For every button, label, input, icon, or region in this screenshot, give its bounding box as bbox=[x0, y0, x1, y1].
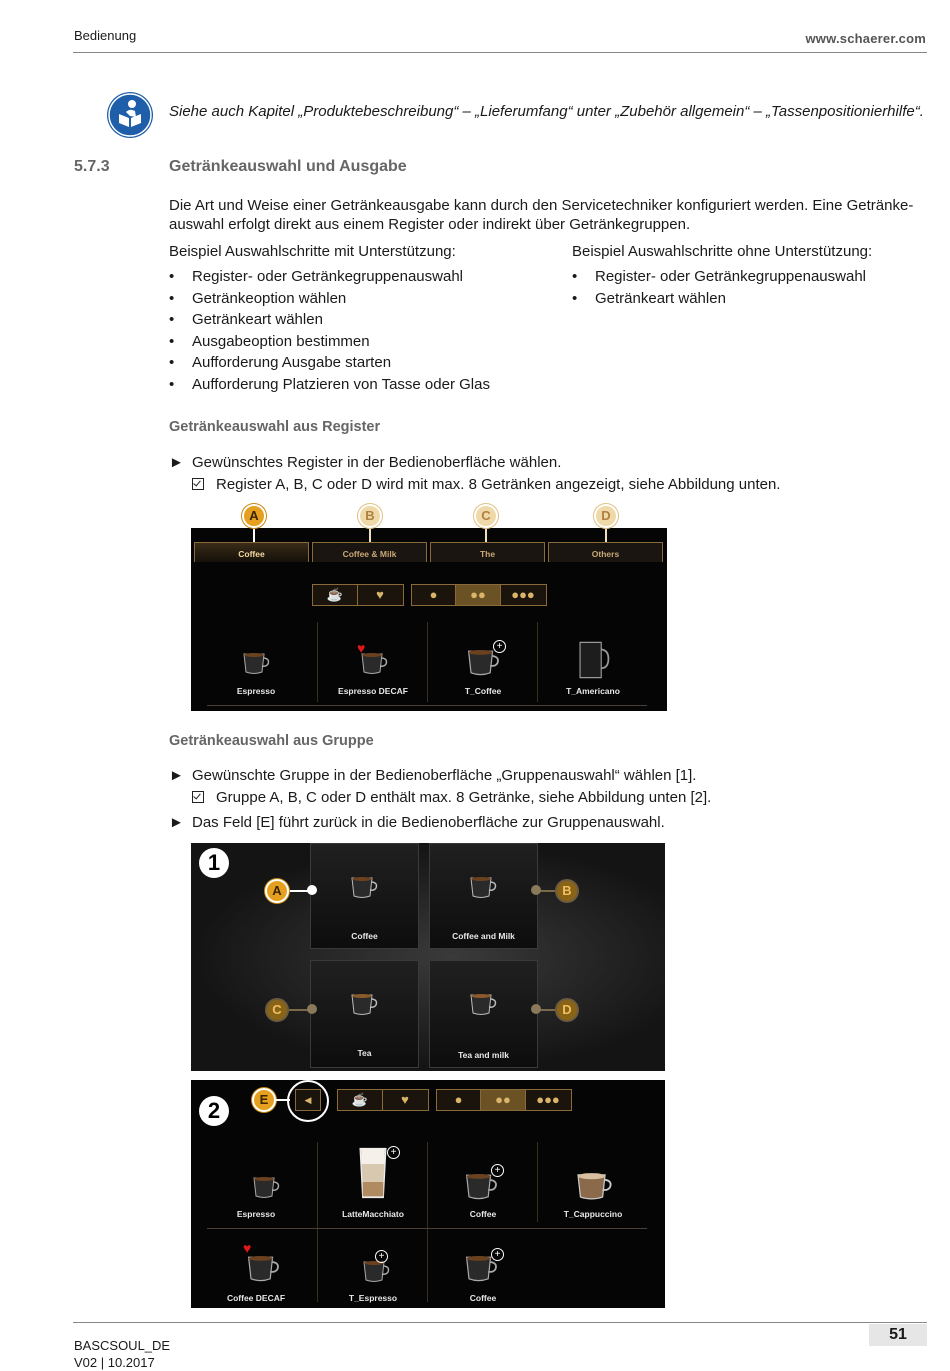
marker-c: C bbox=[265, 998, 289, 1022]
manual-reader-icon bbox=[107, 92, 153, 138]
header-section: Bedienung bbox=[74, 28, 137, 43]
group-selection-screenshot bbox=[191, 843, 665, 1071]
marker-a: A bbox=[242, 504, 266, 528]
marker-d: D bbox=[594, 504, 618, 528]
latte-glass-icon bbox=[357, 1146, 389, 1200]
strength-3-button[interactable]: ●●● bbox=[511, 587, 535, 602]
section-title: Getränkeauswahl und Ausgabe bbox=[169, 158, 407, 175]
strength-1-button[interactable]: ● bbox=[412, 585, 456, 605]
tile-divider bbox=[537, 1142, 538, 1222]
list-item: • Register- oder Getränkegruppenauswahl bbox=[572, 268, 866, 285]
register-screenshot bbox=[191, 500, 667, 711]
list-item: • Register- oder Getränkegruppenauswahl bbox=[169, 268, 463, 285]
intro-paragraph: Die Art und Weise einer Getränkeausgabe kann durch den Servicetechniker konfiguriert werden. Eine Getränkeauswahl erfolgt direkt aus einem Register oder indirekt über Getränkegruppen. bbox=[169, 197, 914, 233]
cappuccino-cup-icon bbox=[575, 1170, 613, 1202]
decaf-heart-icon: ♥ bbox=[243, 1240, 252, 1256]
cup-size-button[interactable]: ☕ bbox=[338, 1090, 383, 1110]
drink-tile-latte-macchiato[interactable]: + LatteMacchiato bbox=[342, 1147, 404, 1219]
marker-e: E bbox=[252, 1088, 276, 1112]
favorite-heart-icon[interactable]: ♥ bbox=[401, 1092, 409, 1107]
strength-1-button[interactable]: ● bbox=[437, 1090, 481, 1110]
coffee-cup-icon bbox=[241, 650, 271, 676]
group-result: Gruppe A, B, C oder D enthält max. 8 Getränke, siehe Abbildung unten [2]. bbox=[192, 789, 711, 806]
register-subheading: Getränkeauswahl aus Register bbox=[169, 419, 381, 435]
drink-tile-t-coffee[interactable]: + T_Coffee bbox=[429, 640, 537, 700]
list-item: • Ausgabeoption bestimmen bbox=[169, 332, 370, 350]
plus-icon: + bbox=[491, 1248, 504, 1261]
tile-divider bbox=[317, 622, 318, 702]
strength-2-button[interactable]: ●● bbox=[456, 585, 501, 605]
marker-c: C bbox=[474, 504, 498, 528]
footer-version: V02 | 10.2017 bbox=[74, 1355, 155, 1370]
plus-icon: + bbox=[387, 1146, 400, 1159]
checkbox-checked-icon bbox=[192, 478, 204, 490]
without-support-list bbox=[572, 266, 932, 309]
section-number: 5.7.3 bbox=[74, 158, 110, 175]
back-button[interactable] bbox=[295, 1089, 321, 1111]
marker-d: D bbox=[555, 998, 579, 1022]
group-tile-coffee[interactable]: Coffee bbox=[310, 843, 419, 949]
tab-coffee-milk[interactable]: Coffee & Milk bbox=[312, 542, 427, 562]
drink-tile-espresso-decaf[interactable]: ♥ Espresso DECAF bbox=[338, 640, 408, 696]
strength-button-group bbox=[411, 584, 547, 606]
tile-divider bbox=[427, 1142, 428, 1302]
header-rule bbox=[73, 52, 927, 53]
tab-the[interactable]: The bbox=[430, 542, 545, 562]
footer-rule bbox=[73, 1322, 927, 1323]
figure-number-2: 2 bbox=[199, 1096, 229, 1126]
group-tile-coffee-and-milk[interactable]: Coffee and Milk bbox=[429, 843, 538, 949]
tab-coffee[interactable]: Coffee bbox=[194, 542, 309, 562]
leader-dot bbox=[531, 885, 541, 895]
drink-tile-espresso[interactable]: Espresso bbox=[201, 1160, 311, 1220]
without-support-heading: Beispiel Auswahlschritte ohne Unterstützung: bbox=[572, 243, 873, 260]
leader-dot bbox=[531, 1004, 541, 1014]
coffee-cup-icon bbox=[349, 874, 379, 900]
page-number: 51 bbox=[869, 1324, 927, 1346]
row-divider bbox=[207, 1228, 647, 1229]
tile-divider bbox=[317, 1142, 318, 1302]
list-item: • Aufforderung Ausgabe starten bbox=[169, 354, 392, 372]
group-drinks-screenshot bbox=[191, 1080, 665, 1308]
group-tile-tea[interactable]: Tea bbox=[310, 960, 419, 1068]
drink-tile-t-americano[interactable]: T_Americano bbox=[539, 640, 647, 700]
tile-divider bbox=[427, 622, 428, 702]
group-step-1: ► Gewünschte Gruppe in der Bedienoberfläche „Gruppenauswahl“ wählen [1]. bbox=[169, 767, 697, 784]
header-website: www.schaerer.com bbox=[805, 31, 926, 46]
option-button-group bbox=[312, 584, 404, 606]
drink-tile-coffee-2[interactable]: + Coffee bbox=[429, 1246, 537, 1304]
list-item: • Getränkeart wählen bbox=[169, 311, 323, 329]
arrow-left-icon: ◀ bbox=[304, 1095, 312, 1105]
marker-b: B bbox=[555, 879, 579, 903]
list-item: • Aufforderung Platzieren von Tasse oder Glas bbox=[169, 375, 490, 393]
tab-others[interactable]: Others bbox=[548, 542, 663, 562]
favorite-heart-icon[interactable]: ♥ bbox=[376, 587, 384, 602]
coffee-cup-icon bbox=[251, 1174, 281, 1200]
drink-tile-t-espresso[interactable]: + T_Espresso bbox=[348, 1251, 398, 1303]
checkbox-checked-icon bbox=[192, 791, 204, 803]
coffee-cup-icon bbox=[361, 1258, 391, 1284]
with-support-list bbox=[169, 266, 559, 396]
coffee-cup-icon bbox=[468, 874, 498, 900]
mug-icon bbox=[575, 640, 611, 680]
footer-doc-id: BASCSOUL_DE bbox=[74, 1338, 171, 1353]
tile-underline bbox=[207, 705, 647, 706]
plus-icon: + bbox=[493, 640, 506, 653]
register-result: Register A, B, C oder D wird mit max. 8 Getränken angezeigt, siehe Abbildung unten. bbox=[192, 476, 780, 493]
decaf-heart-icon: ♥ bbox=[357, 640, 366, 656]
register-step: ► Gewünschtes Register in der Bedienoberfläche wählen. bbox=[169, 454, 562, 471]
note-text: Siehe auch Kapitel „Produktebeschreibung“ – „Lieferumfang“ unter „Zubehör allgemein“ – „Tassenpositionierhilfe“. bbox=[169, 103, 924, 120]
drink-tile-t-cappuccino[interactable]: T_Cappuccino bbox=[539, 1160, 647, 1220]
drink-tile-espresso[interactable]: Espresso bbox=[201, 640, 311, 700]
marker-a: A bbox=[265, 879, 289, 903]
option-button-group bbox=[337, 1089, 429, 1111]
leader-dot bbox=[307, 1004, 317, 1014]
coffee-cup-icon bbox=[245, 1252, 281, 1284]
with-support-column bbox=[169, 243, 559, 396]
group-tile-tea-and-milk[interactable]: Tea and milk bbox=[429, 960, 538, 1068]
strength-2-button[interactable]: ●● bbox=[481, 1090, 526, 1110]
drink-tile-coffee-decaf[interactable]: ♥ Coffee DECAF bbox=[226, 1240, 286, 1303]
plus-icon: + bbox=[491, 1164, 504, 1177]
drink-tile-coffee[interactable]: + Coffee bbox=[429, 1160, 537, 1220]
leader-dot bbox=[307, 885, 317, 895]
figure-number-1: 1 bbox=[199, 848, 229, 878]
tea-cup-icon bbox=[349, 991, 379, 1017]
tile-divider bbox=[537, 622, 538, 702]
group-subheading: Getränkeauswahl aus Gruppe bbox=[169, 733, 374, 749]
group-step-2: ► Das Feld [E] führt zurück in die Bedienoberfläche zur Gruppenauswahl. bbox=[169, 814, 665, 831]
cup-size-button[interactable]: ☕ bbox=[313, 585, 358, 605]
tea-cup-icon bbox=[468, 991, 498, 1017]
marker-b: B bbox=[358, 504, 382, 528]
list-item: • Getränkeart wählen bbox=[572, 289, 726, 307]
list-item: • Getränkeoption wählen bbox=[169, 289, 347, 307]
strength-3-button[interactable]: ●●● bbox=[536, 1092, 560, 1107]
with-support-heading: Beispiel Auswahlschritte mit Unterstützung: bbox=[169, 243, 456, 260]
strength-button-group bbox=[436, 1089, 572, 1111]
without-support-column bbox=[572, 243, 932, 309]
plus-icon: + bbox=[375, 1250, 388, 1263]
